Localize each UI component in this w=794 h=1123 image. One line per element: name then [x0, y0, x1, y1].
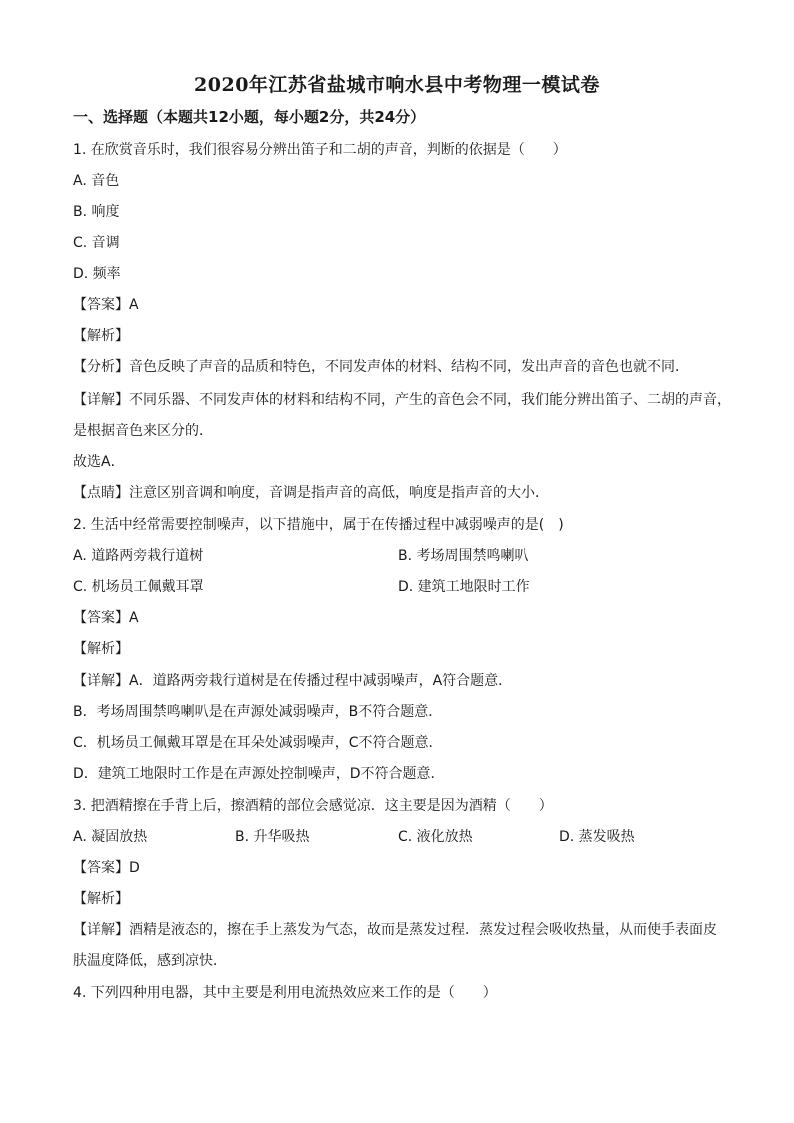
question-1-tip: 【点睛】注意区别音调和响度，音调是指声音的高低，响度是指声音的大小．: [73, 485, 549, 501]
question-2-answer: 【答案】A: [73, 610, 139, 626]
question-2-detail-c: C．机场员工佩戴耳罩是在耳朵处减弱噪声，C不符合题意．: [73, 735, 443, 751]
question-3-option-c: C. 液化放热: [398, 829, 473, 845]
question-2-detail-d: D．建筑工地限时工作是在声源处控制噪声，D不符合题意．: [73, 766, 445, 782]
question-1-fenxi: 【分析】音色反映了声音的品质和特色，不同发声体的材料、结构不同，发出声音的音色也就不同．: [73, 359, 689, 375]
question-1-option-b: B. 响度: [73, 204, 120, 220]
question-1-option-c: C. 音调: [73, 235, 120, 251]
question-1-detail-line-1: 【详解】不同乐器、不同发声体的材料和结构不同，产生的音色会不同，我们能分辨出笛子、二胡的声音，: [73, 392, 731, 408]
question-1-analysis-label: 【解析】: [73, 328, 129, 344]
question-2-analysis-label: 【解析】: [73, 641, 129, 657]
question-4-stem: 4. 下列四种用电器，其中主要是利用电流热效应来工作的是（ ）: [73, 985, 497, 1001]
section-heading: 一、选择题（本题共12小题，每小题2分，共24分）: [73, 108, 426, 126]
question-3-detail-line-1: 【详解】酒精是液态的，擦在手上蒸发为气态，故而是蒸发过程．蒸发过程会吸收热量，从而使手表面皮: [73, 922, 717, 938]
question-2-option-c: C. 机场员工佩戴耳罩: [73, 579, 204, 595]
question-3-analysis-label: 【解析】: [73, 891, 129, 907]
question-1-option-a: A. 音色: [73, 173, 120, 189]
question-3-option-b: B. 升华吸热: [235, 829, 310, 845]
page-title: 2020年江苏省盐城市响水县中考物理一模试卷: [194, 74, 600, 96]
question-1-option-d: D. 频率: [73, 266, 121, 282]
question-3-option-a: A. 凝固放热: [73, 829, 148, 845]
question-2-option-a: A. 道路两旁栽行道树: [73, 548, 204, 564]
question-3-detail-line-2: 肤温度降低，感到凉快．: [73, 953, 227, 969]
question-3-stem: 3. 把酒精擦在手背上后，擦酒精的部位会感觉凉．这主要是因为酒精（ ）: [73, 798, 553, 814]
question-2-option-d: D. 建筑工地限时工作: [398, 579, 530, 595]
question-2-stem: 2. 生活中经常需要控制噪声，以下措施中，属于在传播过程中减弱噪声的是( ): [73, 517, 564, 533]
question-2-detail-b: B．考场周围禁鸣喇叭是在声源处减弱噪声，B不符合题意．: [73, 704, 443, 720]
question-1-choice: 故选A．: [73, 454, 125, 470]
question-1-stem: 1. 在欣赏音乐时，我们很容易分辨出笛子和二胡的声音，判断的依据是（ ）: [73, 142, 567, 158]
question-2-detail-a: 【详解】A．道路两旁栽行道树是在传播过程中减弱噪声，A符合题意．: [73, 673, 513, 689]
question-3-answer: 【答案】D: [73, 860, 140, 876]
question-1-detail-line-2: 是根据音色来区分的．: [73, 423, 213, 439]
question-1-answer: 【答案】A: [73, 297, 139, 313]
question-3-option-d: D. 蒸发吸热: [559, 829, 635, 845]
question-2-option-b: B. 考场周围禁鸣喇叭: [398, 548, 529, 564]
